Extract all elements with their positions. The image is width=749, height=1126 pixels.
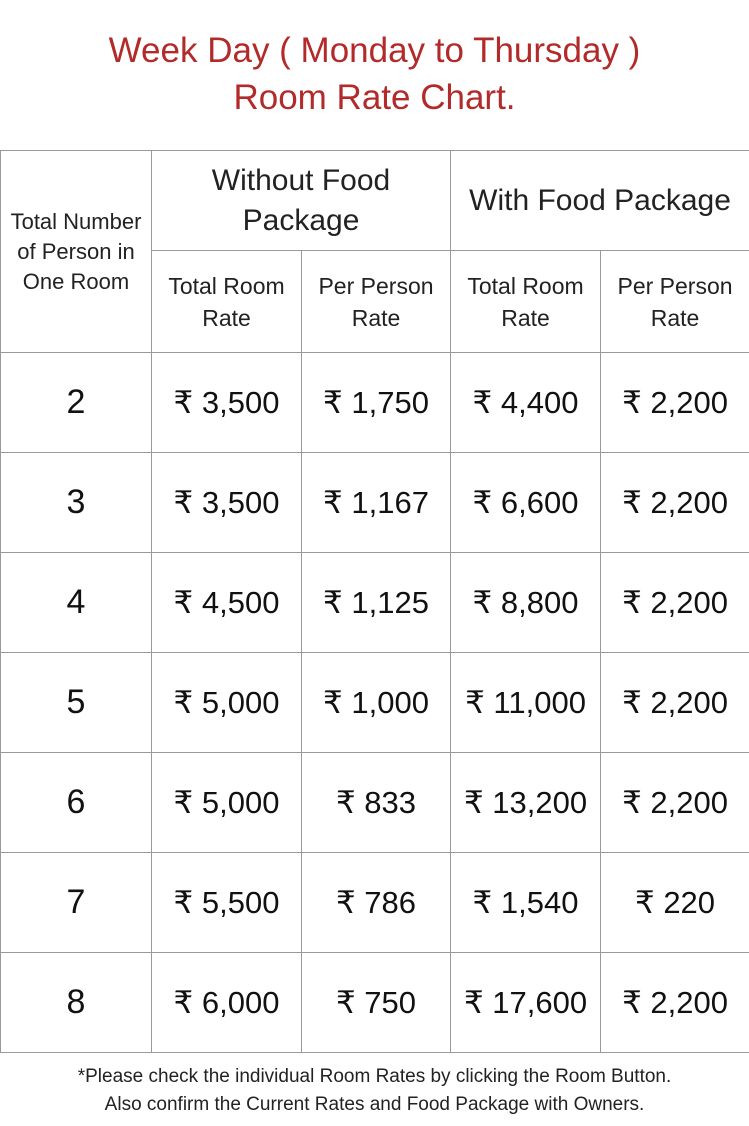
- without-food-total-cell: ₹ 6,000: [152, 953, 302, 1053]
- without-food-per-person-cell: ₹ 1,167: [302, 453, 451, 553]
- table-row: [1, 453, 749, 553]
- with-food-total-cell: ₹ 17,600: [451, 953, 601, 1053]
- person-count-cell: 7: [1, 853, 152, 953]
- table-row: [1, 853, 749, 953]
- person-count-cell: 6: [1, 753, 152, 853]
- without-food-per-person-cell: ₹ 1,125: [302, 553, 451, 653]
- header-with-food: With Food Package: [451, 151, 749, 251]
- with-food-total-cell: ₹ 6,600: [451, 453, 601, 553]
- with-food-total-cell: ₹ 4,400: [451, 353, 601, 453]
- header-with-food-total: Total Room Rate: [451, 251, 601, 353]
- without-food-per-person-cell: ₹ 833: [302, 753, 451, 853]
- person-count-cell: 3: [1, 453, 152, 553]
- without-food-per-person-cell: ₹ 786: [302, 853, 451, 953]
- title-line-1: Week Day ( Monday to Thursday ): [108, 31, 641, 70]
- table-row: [1, 653, 749, 753]
- person-count-cell: 2: [1, 353, 152, 453]
- person-count-cell: 8: [1, 953, 152, 1053]
- without-food-total-cell: ₹ 5,000: [152, 753, 302, 853]
- person-count-cell: 5: [1, 653, 152, 753]
- with-food-per-person-cell: ₹ 220: [601, 853, 749, 953]
- without-food-total-cell: ₹ 5,000: [152, 653, 302, 753]
- with-food-total-cell: ₹ 11,000: [451, 653, 601, 753]
- with-food-per-person-cell: ₹ 2,200: [601, 453, 749, 553]
- table-row: [1, 753, 749, 853]
- footer-note: [0, 1055, 749, 1126]
- table-row: [1, 953, 749, 1053]
- without-food-per-person-cell: ₹ 1,000: [302, 653, 451, 753]
- with-food-total-cell: ₹ 1,540: [451, 853, 601, 953]
- table-row: [1, 353, 749, 453]
- table-row: [1, 553, 749, 653]
- without-food-total-cell: ₹ 3,500: [152, 353, 302, 453]
- with-food-per-person-cell: ₹ 2,200: [601, 653, 749, 753]
- with-food-per-person-cell: ₹ 2,200: [601, 553, 749, 653]
- person-count-cell: 4: [1, 553, 152, 653]
- footer-note-line-1: *Please check the individual Room Rates by clicking the Room Button.: [77, 1066, 672, 1087]
- title-line-2: Room Rate Chart.: [233, 78, 516, 117]
- with-food-total-cell: ₹ 13,200: [451, 753, 601, 853]
- page-title: [0, 0, 749, 150]
- without-food-total-cell: ₹ 3,500: [152, 453, 302, 553]
- header-with-food-per-person: Per Person Rate: [601, 251, 749, 353]
- header-without-food-total: Total Room Rate: [152, 251, 302, 353]
- with-food-per-person-cell: ₹ 2,200: [601, 353, 749, 453]
- room-rate-table: [0, 150, 749, 1053]
- header-without-food-per-person: Per Person Rate: [302, 251, 451, 353]
- without-food-total-cell: ₹ 5,500: [152, 853, 302, 953]
- with-food-total-cell: ₹ 8,800: [451, 553, 601, 653]
- without-food-per-person-cell: ₹ 1,750: [302, 353, 451, 453]
- header-without-food: Without Food Package: [152, 151, 451, 251]
- with-food-per-person-cell: ₹ 2,200: [601, 953, 749, 1053]
- header-person-count: Total Number of Person in One Room: [1, 151, 152, 353]
- footer-note-line-2: Also confirm the Current Rates and Food Package with Owners.: [104, 1094, 645, 1115]
- with-food-per-person-cell: ₹ 2,200: [601, 753, 749, 853]
- without-food-per-person-cell: ₹ 750: [302, 953, 451, 1053]
- without-food-total-cell: ₹ 4,500: [152, 553, 302, 653]
